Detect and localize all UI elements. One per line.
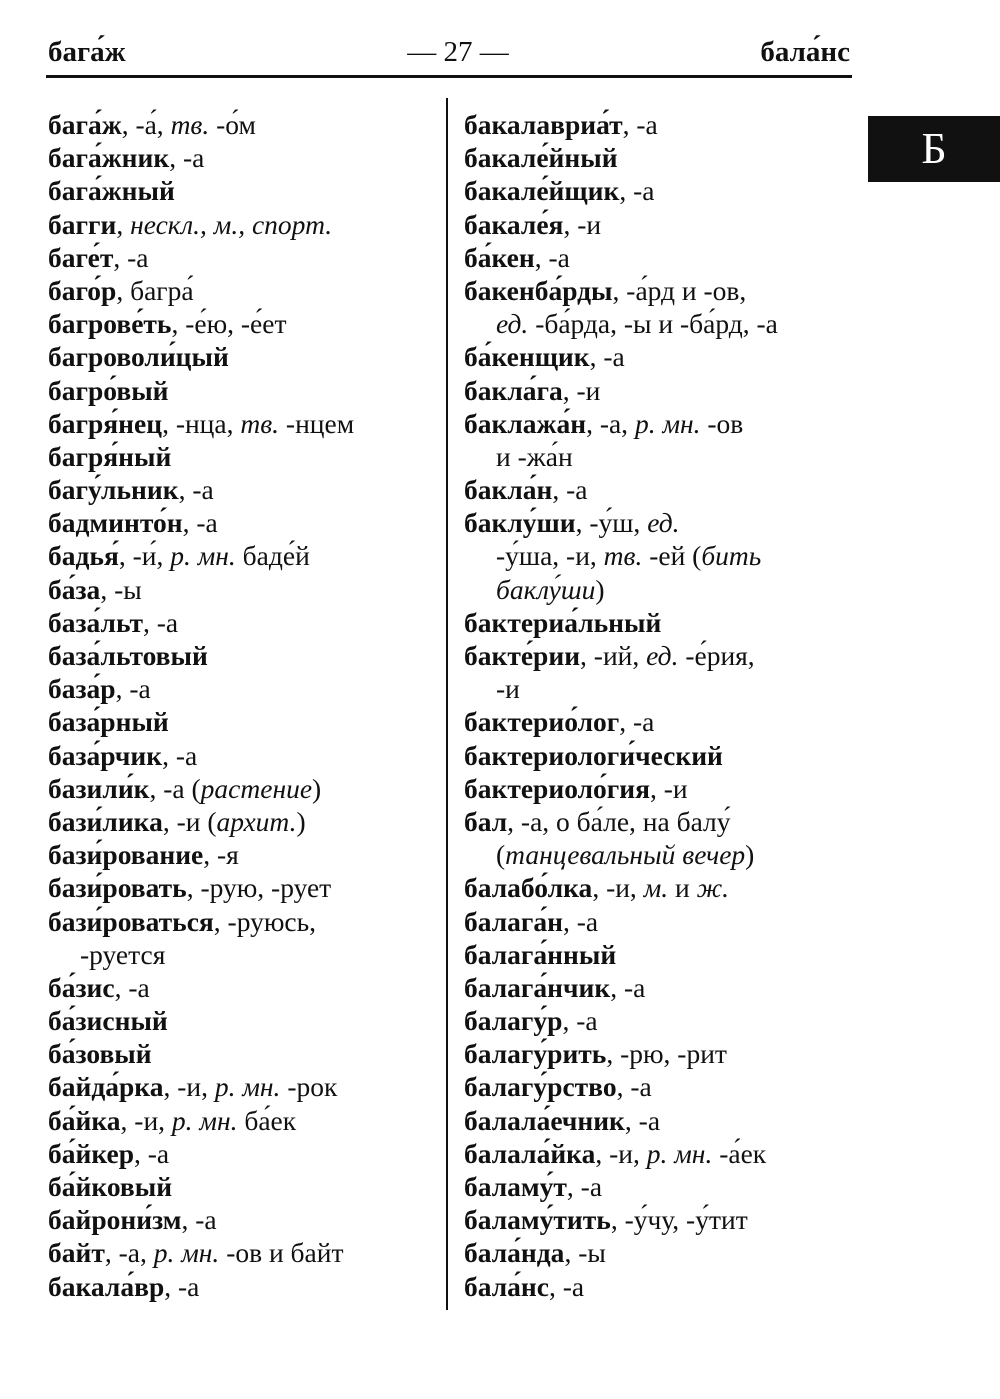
entry-headword: бакла́н bbox=[464, 474, 553, 506]
dictionary-entry bbox=[48, 705, 440, 738]
entry-text: , -а, о ба́ле, на балу́ bbox=[507, 805, 731, 837]
entry-text: , -а bbox=[616, 1071, 652, 1103]
dictionary-entry bbox=[464, 606, 864, 639]
entry-text: , -а bbox=[169, 142, 205, 174]
entry-text: ) bbox=[296, 805, 306, 837]
entry-text: , -и ( bbox=[162, 805, 217, 837]
entry-label: р. мн. bbox=[646, 1137, 713, 1169]
dictionary-entry bbox=[464, 1037, 864, 1070]
entry-headword: бадья́ bbox=[48, 540, 119, 572]
entry-headword: балага́нчик bbox=[464, 971, 611, 1003]
entry-headword: бакенба́рды bbox=[464, 274, 613, 306]
entry-headword: бази́роваться bbox=[48, 905, 214, 937]
dictionary-entry bbox=[48, 1137, 440, 1170]
entry-text: , -а bbox=[164, 1270, 200, 1302]
entry-text: , -у́чу, -у́тит bbox=[610, 1204, 748, 1236]
entry-headword: ба́за bbox=[48, 573, 101, 605]
header-right-headword: бала́нс bbox=[760, 36, 850, 68]
dictionary-entry bbox=[48, 871, 440, 904]
entry-text: , -и, bbox=[163, 1071, 215, 1103]
entry-label: р. мн. bbox=[214, 1071, 281, 1103]
dictionary-entry bbox=[48, 340, 440, 373]
entry-headword: ба́йковый bbox=[48, 1171, 173, 1202]
entry-continuation bbox=[464, 573, 864, 606]
entry-headword: багро́вый bbox=[48, 374, 169, 406]
entry-text: , -а bbox=[182, 507, 218, 539]
entry-headword: бага́ж bbox=[48, 109, 122, 140]
entry-text: , -а bbox=[622, 109, 658, 140]
entry-text: , -ы bbox=[564, 1237, 606, 1269]
entry-text: , -а bbox=[115, 673, 151, 705]
dictionary-entry bbox=[464, 1070, 864, 1103]
entry-text: , -и bbox=[562, 374, 601, 406]
entry-headword: балала́йка bbox=[464, 1137, 596, 1169]
entry-text: , -а bbox=[589, 341, 625, 373]
dictionary-entry bbox=[48, 506, 440, 539]
entry-label: тв. bbox=[240, 407, 280, 439]
entry-headword: балабо́лка bbox=[464, 872, 593, 904]
entry-headword: багроволи́цый bbox=[48, 341, 229, 373]
entry-text: , -а́, bbox=[121, 109, 171, 140]
dictionary-entry bbox=[48, 805, 440, 838]
entry-text: , -а bbox=[114, 971, 150, 1003]
dictionary-entry bbox=[464, 108, 864, 141]
dictionary-entry bbox=[464, 1104, 864, 1137]
dictionary-entry bbox=[464, 473, 864, 506]
entry-headword: балага́нный bbox=[464, 938, 617, 970]
dictionary-entry bbox=[464, 274, 864, 307]
entry-label: ж. bbox=[696, 872, 730, 904]
entry-text: , -а bbox=[113, 241, 149, 273]
dictionary-entry bbox=[464, 971, 864, 1004]
entry-headword: бакале́я bbox=[464, 208, 564, 240]
page-header bbox=[48, 36, 850, 76]
entry-text: -нцем bbox=[279, 407, 355, 439]
dictionary-entry bbox=[48, 1104, 440, 1137]
entry-headword: ба́зис bbox=[48, 971, 115, 1003]
entry-label: м. bbox=[643, 872, 669, 904]
entry-text: ) bbox=[595, 573, 605, 605]
entry-label: бить bbox=[701, 540, 762, 572]
entry-headword: ба́йка bbox=[48, 1104, 121, 1136]
entry-continuation bbox=[464, 307, 864, 340]
entry-text: , -и bbox=[649, 772, 688, 804]
entry-headword: балагу́рство bbox=[464, 1071, 617, 1103]
right-column bbox=[464, 108, 864, 1303]
header-rule bbox=[46, 75, 852, 78]
entry-text: -о́м bbox=[209, 109, 256, 140]
entry-text: , -а bbox=[610, 971, 646, 1003]
dictionary-entry bbox=[48, 573, 440, 606]
left-column bbox=[48, 108, 440, 1303]
entry-headword: баге́т bbox=[48, 241, 114, 273]
dictionary-entry bbox=[464, 141, 864, 174]
entry-text: ба́ек bbox=[237, 1104, 297, 1136]
entry-label: р. мн. bbox=[634, 407, 701, 439]
entry-label: баклу́ши bbox=[496, 573, 596, 605]
entry-text: , -а, bbox=[586, 407, 635, 439]
entry-label: р. мн. bbox=[153, 1237, 220, 1269]
entry-text: , -а bbox=[162, 739, 198, 771]
entry-headword: бала́нс bbox=[464, 1270, 549, 1302]
column-divider bbox=[446, 98, 448, 1310]
header-left-headword: бага́ж bbox=[48, 36, 126, 68]
dictionary-entry bbox=[464, 639, 864, 672]
dictionary-entry bbox=[464, 174, 864, 207]
dictionary-entry bbox=[464, 374, 864, 407]
entry-headword: баклажа́н bbox=[464, 407, 587, 439]
dictionary-entry bbox=[464, 805, 864, 838]
entry-text: , -а bbox=[562, 1005, 598, 1037]
entry-text: , -и bbox=[563, 208, 602, 240]
dictionary-entry bbox=[48, 141, 440, 174]
entry-headword: бази́лика bbox=[48, 805, 163, 837]
entry-headword: бази́рование bbox=[48, 839, 204, 871]
dictionary-entry bbox=[48, 473, 440, 506]
entry-continuation bbox=[464, 838, 864, 871]
entry-label: тв. bbox=[603, 540, 643, 572]
entry-headword: база́рный bbox=[48, 706, 169, 738]
entry-text: баде́й bbox=[235, 540, 310, 572]
entry-label: р. мн. bbox=[170, 540, 236, 572]
dictionary-entry bbox=[48, 905, 440, 938]
dictionary-entry bbox=[48, 1203, 440, 1236]
dictionary-entry bbox=[48, 1236, 440, 1269]
dictionary-entry bbox=[48, 971, 440, 1004]
entry-headword: ба́йкер bbox=[48, 1137, 135, 1169]
dictionary-entry bbox=[48, 672, 440, 705]
dictionary-entry bbox=[48, 241, 440, 274]
entry-headword: бал bbox=[464, 805, 508, 837]
letter-tab: Б bbox=[868, 116, 1000, 182]
entry-headword: ба́зовый bbox=[48, 1038, 152, 1070]
entry-text: , -а bbox=[548, 1270, 585, 1302]
entry-text: ) bbox=[745, 839, 755, 871]
entry-label: тв. bbox=[170, 109, 210, 140]
entry-text: , -а bbox=[178, 474, 214, 506]
entry-headword: базили́к bbox=[48, 772, 150, 804]
entry-text: , -у́ш, bbox=[575, 507, 648, 539]
entry-headword: багу́льник bbox=[48, 474, 179, 506]
entry-headword: база́рчик bbox=[48, 739, 163, 771]
entry-text: ) bbox=[312, 772, 322, 804]
entry-headword: баго́р bbox=[48, 274, 117, 306]
dictionary-entry bbox=[48, 1037, 440, 1070]
entry-headword: багря́ный bbox=[48, 440, 172, 472]
entry-headword: балагу́р bbox=[464, 1005, 563, 1037]
page-number: — 27 — bbox=[407, 36, 509, 68]
dictionary-entry bbox=[48, 307, 440, 340]
entry-text: , -рую, -рует bbox=[186, 872, 332, 904]
entry-text: -ов и байт bbox=[219, 1237, 344, 1269]
entry-headword: байт bbox=[48, 1237, 105, 1269]
entry-headword: бактериоло́гия bbox=[464, 772, 650, 804]
dictionary-entry bbox=[464, 1170, 864, 1203]
entry-label: ед. bbox=[647, 507, 680, 539]
entry-headword: балага́н bbox=[464, 905, 564, 937]
dictionary-entry bbox=[464, 1137, 864, 1170]
entry-text: , -а bbox=[619, 175, 655, 207]
dictionary-entry bbox=[48, 639, 440, 672]
entry-headword: бакла́га bbox=[464, 374, 563, 406]
entry-headword: бази́ровать bbox=[48, 872, 187, 904]
dictionary-entry bbox=[464, 1270, 864, 1303]
dictionary-entry bbox=[48, 407, 440, 440]
entry-text: -е́рия, bbox=[678, 640, 755, 671]
entry-headword: бакала́вр bbox=[48, 1270, 165, 1302]
dictionary-entry bbox=[48, 208, 440, 241]
entry-headword: ба́кенщик bbox=[464, 341, 590, 373]
entry-text: -рок bbox=[280, 1071, 338, 1103]
dictionary-entry bbox=[48, 108, 440, 141]
entry-headword: багря́нец bbox=[48, 407, 163, 439]
entry-text: , bbox=[116, 208, 131, 240]
entry-headword: бала́нда bbox=[464, 1237, 565, 1269]
entry-text: -у́ша, -и, bbox=[496, 540, 604, 572]
entry-headword: балала́ечник bbox=[464, 1104, 625, 1136]
dictionary-entry bbox=[48, 174, 440, 207]
dictionary-entry bbox=[464, 208, 864, 241]
dictionary-entry bbox=[48, 274, 440, 307]
entry-continuation bbox=[464, 539, 864, 572]
entry-text: , -ий, bbox=[580, 640, 647, 671]
entry-text: , -а bbox=[134, 1137, 170, 1169]
entry-text: , -руюсь, bbox=[213, 905, 316, 937]
entry-headword: байрони́зм bbox=[48, 1204, 182, 1236]
dictionary-entry bbox=[464, 772, 864, 805]
entry-headword: бакте́рии bbox=[464, 640, 581, 671]
entry-label: р. мн. bbox=[171, 1104, 238, 1136]
entry-text: , -а ( bbox=[149, 772, 201, 804]
dictionary-entry bbox=[464, 407, 864, 440]
entry-continuation bbox=[464, 440, 864, 473]
entry-headword: бактериологи́ческий bbox=[464, 739, 723, 771]
entry-headword: бага́жный bbox=[48, 175, 175, 207]
entry-headword: бактерио́лог bbox=[464, 706, 620, 738]
entry-label: архит. bbox=[216, 805, 297, 837]
entry-headword: база́р bbox=[48, 673, 116, 705]
entry-text: -руется bbox=[80, 938, 166, 970]
entry-text: -ов bbox=[700, 407, 744, 439]
entry-headword: ба́кен bbox=[464, 241, 535, 273]
dictionary-entry bbox=[48, 838, 440, 871]
entry-text: , -а bbox=[534, 241, 570, 273]
dictionary-entry bbox=[48, 1070, 440, 1103]
entry-text: , -ы bbox=[100, 573, 142, 605]
dictionary-entry bbox=[48, 1170, 440, 1203]
entry-headword: ба́зисный bbox=[48, 1005, 168, 1037]
entry-text: , багра́ bbox=[116, 274, 194, 306]
dictionary-entry bbox=[48, 440, 440, 473]
entry-text: , -а bbox=[181, 1204, 217, 1236]
entry-text: -ей ( bbox=[642, 540, 702, 572]
entry-headword: багги bbox=[48, 208, 117, 240]
entry-text: -и bbox=[496, 673, 520, 705]
entry-headword: бактериа́льный bbox=[464, 606, 662, 638]
entry-continuation bbox=[464, 672, 864, 705]
entry-headword: баклу́ши bbox=[464, 507, 576, 539]
dictionary-entry bbox=[464, 938, 864, 971]
entry-text: , -и, bbox=[595, 1137, 647, 1169]
entry-text: , -а, bbox=[104, 1237, 154, 1269]
dictionary-entry bbox=[464, 1236, 864, 1269]
entry-text: , -а bbox=[566, 1171, 603, 1202]
entry-text: , -рю, -рит bbox=[606, 1038, 727, 1070]
entry-text: ( bbox=[496, 839, 506, 871]
entry-headword: байда́рка bbox=[48, 1071, 164, 1103]
entry-headword: баламу́т bbox=[464, 1171, 567, 1202]
entry-text: , -а bbox=[619, 706, 655, 738]
entry-headword: база́льтовый bbox=[48, 640, 208, 671]
entry-text: и -жа́н bbox=[496, 440, 573, 472]
entry-text: , -и, bbox=[592, 872, 644, 904]
entry-headword: бакале́йщик bbox=[464, 175, 620, 207]
entry-text: , -а bbox=[142, 606, 179, 638]
dictionary-entry bbox=[48, 739, 440, 772]
entry-label: растение bbox=[200, 772, 313, 804]
entry-headword: баламу́тить bbox=[464, 1204, 611, 1236]
entry-text: , -и, bbox=[120, 1104, 172, 1136]
dictionary-entry bbox=[48, 1004, 440, 1037]
entry-label: нескл., м., спорт. bbox=[130, 208, 333, 240]
entry-headword: бага́жник bbox=[48, 142, 170, 174]
dictionary-entry bbox=[464, 241, 864, 274]
entry-text: , -а́рд и -ов, bbox=[612, 274, 747, 306]
entry-headword: база́льт bbox=[48, 606, 143, 638]
dictionary-entry bbox=[464, 905, 864, 938]
dictionary-entry bbox=[48, 539, 440, 572]
entry-text: , -е́ю, -е́ет bbox=[171, 308, 287, 340]
dictionary-entry bbox=[464, 871, 864, 904]
entry-label: ед. bbox=[646, 640, 679, 671]
entry-text: , -и́, bbox=[118, 540, 171, 572]
dictionary-entry bbox=[464, 1004, 864, 1037]
entry-text: , -а bbox=[563, 905, 599, 937]
entry-label: танцевальный вечер bbox=[505, 839, 746, 871]
entry-text: , -а bbox=[552, 474, 588, 506]
dictionary-entry bbox=[464, 340, 864, 373]
entry-text: , -я bbox=[203, 839, 239, 871]
entry-headword: бакалавриа́т bbox=[464, 109, 623, 140]
entry-headword: багрове́ть bbox=[48, 308, 172, 340]
entry-headword: балагу́рить bbox=[464, 1038, 607, 1070]
dictionary-entry bbox=[48, 606, 440, 639]
dictionary-entry bbox=[464, 739, 864, 772]
entry-headword: бадминто́н bbox=[48, 507, 183, 539]
entry-headword: бакале́йный bbox=[464, 142, 618, 174]
entry-text: -ба́рда, -ы и -ба́рд, -а bbox=[528, 308, 778, 340]
dictionary-entry bbox=[48, 374, 440, 407]
dictionary-entry bbox=[464, 1203, 864, 1236]
entry-text: -а́ек bbox=[712, 1137, 767, 1169]
dictionary-entry bbox=[464, 705, 864, 738]
entry-text: и bbox=[668, 872, 697, 904]
entry-label: ед. bbox=[496, 308, 529, 340]
dictionary-entry bbox=[48, 772, 440, 805]
dictionary-entry bbox=[464, 506, 864, 539]
entry-text: , -нца, bbox=[162, 407, 241, 439]
dictionary-entry bbox=[48, 1270, 440, 1303]
entry-continuation bbox=[48, 938, 440, 971]
entry-text: , -а bbox=[624, 1104, 661, 1136]
